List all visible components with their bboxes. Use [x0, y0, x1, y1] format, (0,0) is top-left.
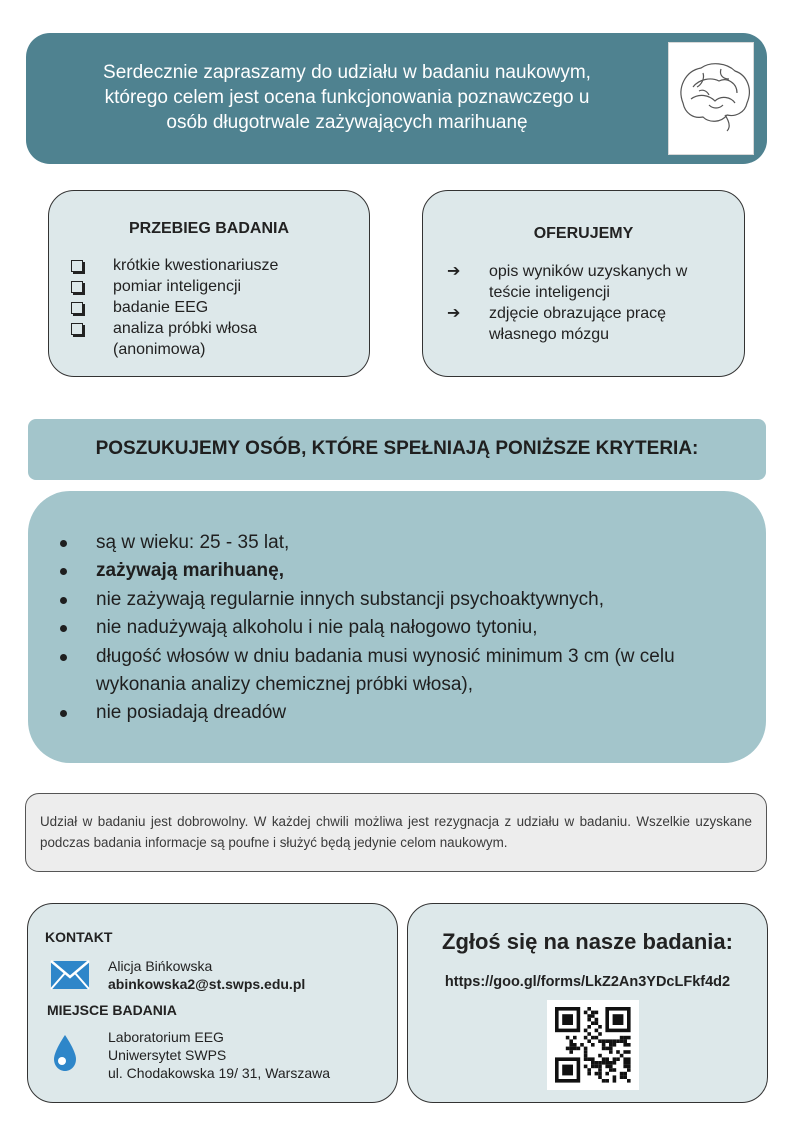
list-item: długość włosów w dniu badania musi wynosić minimum 3 cm (w celu wykonania analizy chemicznej próbki włosa),	[58, 643, 758, 700]
checkbox-icon	[71, 260, 83, 272]
list-item: ➔ opis wyników uzyskanych w teście inteligencji	[447, 263, 688, 301]
list-item: są w wieku: 25 - 35 lat,	[58, 529, 758, 557]
contact-email[interactable]: abinkowska2@st.swps.edu.pl	[108, 976, 306, 992]
list-item: pomiar inteligencji	[71, 276, 361, 297]
criteria-header	[28, 419, 766, 480]
address-line-1: Laboratorium EEG	[108, 1029, 224, 1045]
contact-box	[27, 903, 398, 1103]
header-text	[52, 60, 642, 135]
criteria-panel	[28, 491, 766, 763]
arrow-icon: ➔	[447, 305, 461, 322]
list-item: badanie EEG	[71, 297, 361, 318]
criteria-title: POSZUKUJEMY OSÓB, KTÓRE SPEŁNIAJĄ PONIŻSZE KRYTERIA:	[95, 438, 699, 459]
disclaimer-box	[25, 793, 767, 872]
brain-icon	[669, 43, 755, 156]
address-line-3: ul. Chodakowska 19/ 31, Warszawa	[108, 1065, 331, 1081]
offer-title: OFERUJEMY	[533, 225, 634, 242]
procedure-list	[71, 255, 361, 360]
checkbox-icon	[71, 281, 83, 293]
procedure-box	[48, 190, 370, 377]
signup-box	[407, 903, 768, 1103]
list-item: nie zażywają regularnie innych substancji psychoaktywnych,	[58, 586, 758, 614]
header-line-3: osób długotrwale zażywających marihuanę	[166, 112, 528, 133]
list-item: nie posiadają dreadów	[58, 699, 758, 727]
checkbox-icon	[71, 302, 83, 314]
signup-url[interactable]: https://goo.gl/forms/LkZ2An3YDcLFkf4d2	[444, 974, 731, 990]
envelope-icon	[50, 960, 90, 990]
arrow-icon: ➔	[447, 263, 461, 280]
list-item: krótkie kwestionariusze	[71, 255, 361, 276]
qr-code-icon	[547, 1000, 639, 1090]
brain-image	[668, 42, 754, 155]
criteria-list	[58, 529, 758, 728]
checkbox-icon	[71, 323, 83, 335]
contact-heading: KONTAKT	[45, 929, 113, 945]
offer-list	[447, 261, 729, 345]
header-line-2: którego celem jest ocena funkcjonowania poznawczego u	[104, 87, 590, 108]
header-line-1: Serdecznie zapraszamy do udziału w badaniu naukowym,	[103, 62, 591, 83]
disclaimer-text: Udział w badaniu jest dobrowolny. W każdej chwili możliwa jest rezygnacja z udziału w badaniu. Wszelkie uzyskane podczas badania informacje są poufne i służyć będą jedynie celom naukowym.	[40, 814, 752, 850]
offer-box	[422, 190, 745, 377]
list-item: zażywają marihuanę,	[58, 557, 758, 585]
signup-title: Zgłoś się na nasze badania:	[442, 929, 733, 954]
address-line-2: Uniwersytet SWPS	[108, 1047, 227, 1063]
list-item: nie nadużywają alkoholu i nie palą nałogowo tytoniu,	[58, 614, 758, 642]
contact-name: Alicja Bińkowska	[108, 958, 213, 974]
procedure-title: PRZEBIEG BADANIA	[128, 220, 289, 237]
list-item: ➔ zdjęcie obrazujące pracę własnego mózgu	[447, 305, 666, 343]
list-item: analiza próbki włosa (anonimowa)	[71, 318, 313, 360]
drop-pin-icon	[52, 1034, 78, 1072]
qr-code[interactable]	[547, 1000, 639, 1090]
location-heading: MIEJSCE BADANIA	[47, 1002, 177, 1018]
